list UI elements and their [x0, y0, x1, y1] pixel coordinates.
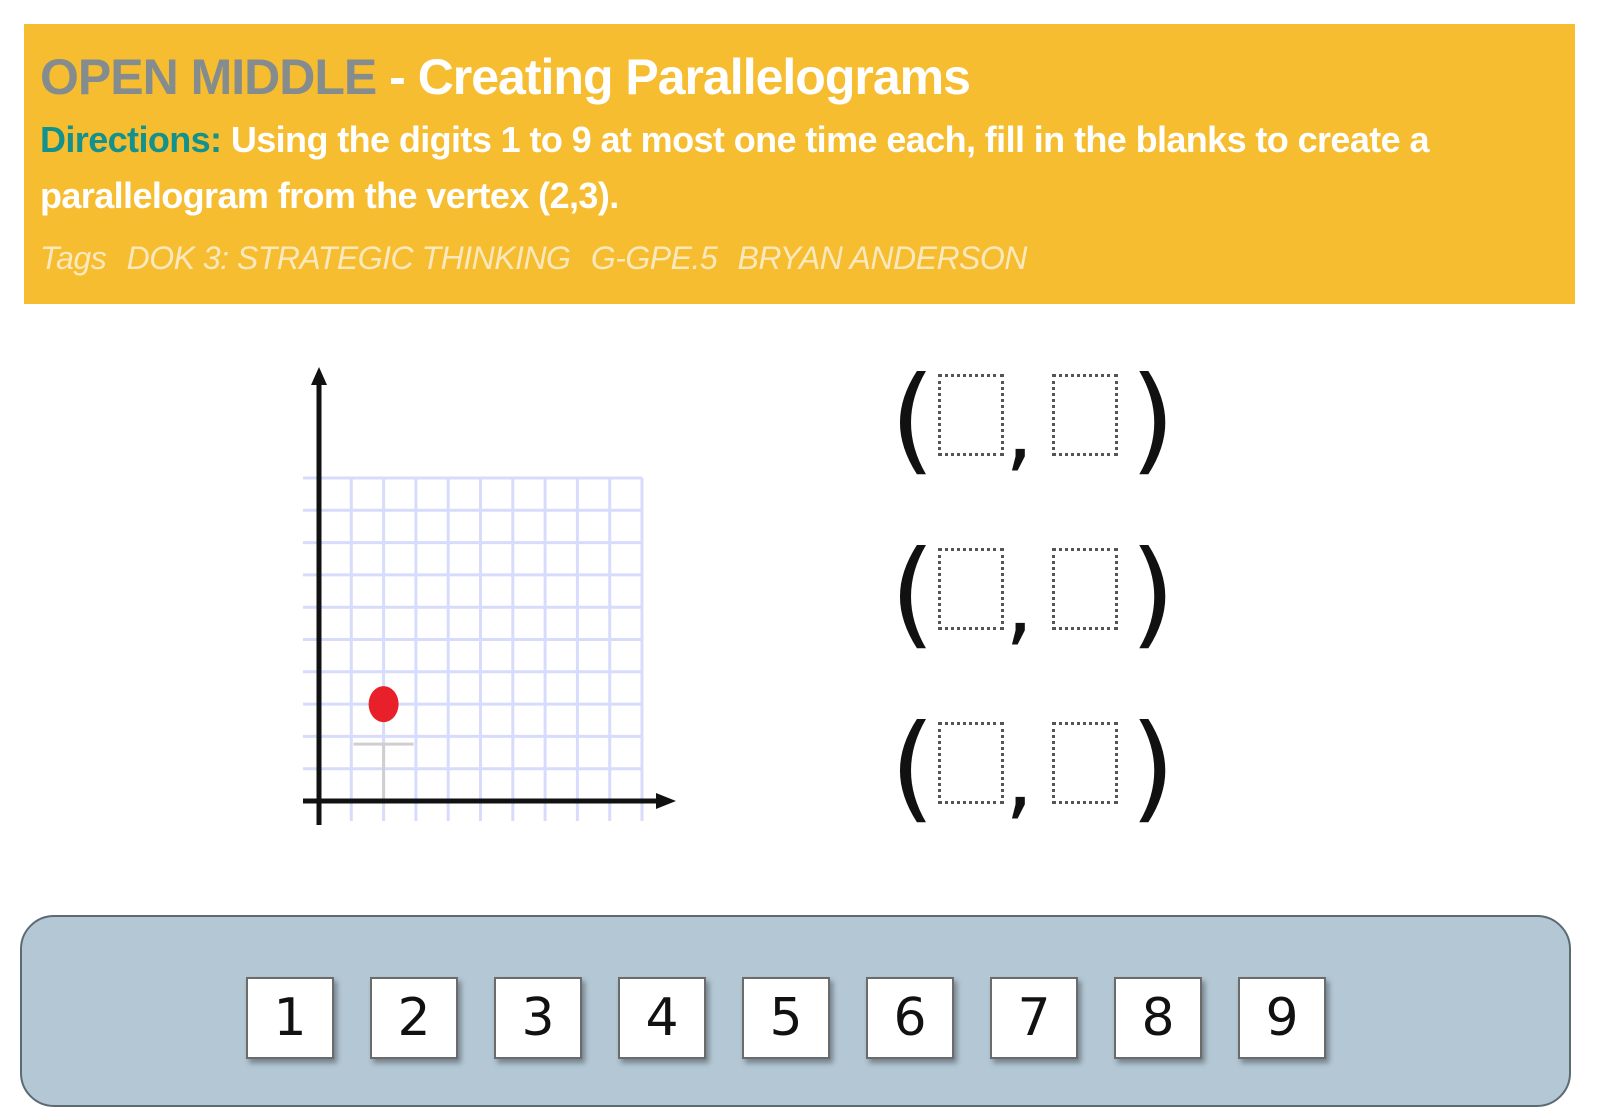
- digit-tile-6[interactable]: 6: [866, 977, 954, 1059]
- digit-tile-8[interactable]: 8: [1114, 977, 1202, 1059]
- coordinate-pair-1: [890, 352, 1210, 487]
- close-paren: ): [1130, 700, 1176, 835]
- digit-tile-2[interactable]: 2: [370, 977, 458, 1059]
- digit-tile-5[interactable]: 5: [742, 977, 830, 1059]
- y-axis-arrow: [311, 367, 327, 385]
- grid-lines: [303, 478, 642, 821]
- answer-area: [890, 352, 1210, 860]
- x-axis-arrow: [656, 793, 676, 809]
- coordinate-graph: [300, 365, 700, 845]
- vertex-guide-lines: [354, 744, 414, 801]
- tag-standard[interactable]: G-GPE.5: [590, 240, 718, 276]
- tag-author[interactable]: BRYAN ANDERSON: [737, 240, 1027, 276]
- coordinate-pair-3: [890, 700, 1210, 835]
- comma: ,: [1005, 725, 1034, 830]
- brand-name: OPEN MIDDLE: [40, 49, 377, 105]
- blank-y-1[interactable]: [1052, 374, 1118, 456]
- comma: ,: [1005, 377, 1034, 482]
- open-paren: (: [890, 352, 936, 487]
- header-banner: [24, 24, 1575, 304]
- tags-label: Tags: [40, 240, 107, 276]
- digit-tile-4[interactable]: 4: [618, 977, 706, 1059]
- title-separator: -: [376, 49, 418, 105]
- directions-label: Directions:: [40, 119, 222, 160]
- tags-row: [40, 238, 1557, 278]
- blank-x-1[interactable]: [938, 374, 1004, 456]
- digit-tray: [20, 915, 1571, 1107]
- close-paren: ): [1130, 352, 1176, 487]
- tag-dok[interactable]: DOK 3: STRATEGIC THINKING: [126, 240, 571, 276]
- vertex-point: [369, 686, 399, 722]
- digit-tile-1[interactable]: 1: [246, 977, 334, 1059]
- page-title: [40, 46, 1557, 108]
- digit-tiles: [246, 977, 1326, 1059]
- digit-tile-3[interactable]: 3: [494, 977, 582, 1059]
- activity-title: Creating Parallelograms: [417, 49, 970, 105]
- open-paren: (: [890, 700, 936, 835]
- comma: ,: [1005, 551, 1034, 656]
- blank-x-2[interactable]: [938, 548, 1004, 630]
- blank-y-3[interactable]: [1052, 722, 1118, 804]
- close-paren: ): [1130, 526, 1176, 661]
- blank-y-2[interactable]: [1052, 548, 1118, 630]
- open-paren: (: [890, 526, 936, 661]
- directions: [40, 112, 1557, 224]
- blank-x-3[interactable]: [938, 722, 1004, 804]
- coordinate-pair-2: [890, 526, 1210, 661]
- digit-tile-7[interactable]: 7: [990, 977, 1078, 1059]
- digit-tile-9[interactable]: 9: [1238, 977, 1326, 1059]
- directions-text: Using the digits 1 to 9 at most one time each, fill in the blanks to create a parallelogram from the vertex (2,3).: [40, 119, 1429, 216]
